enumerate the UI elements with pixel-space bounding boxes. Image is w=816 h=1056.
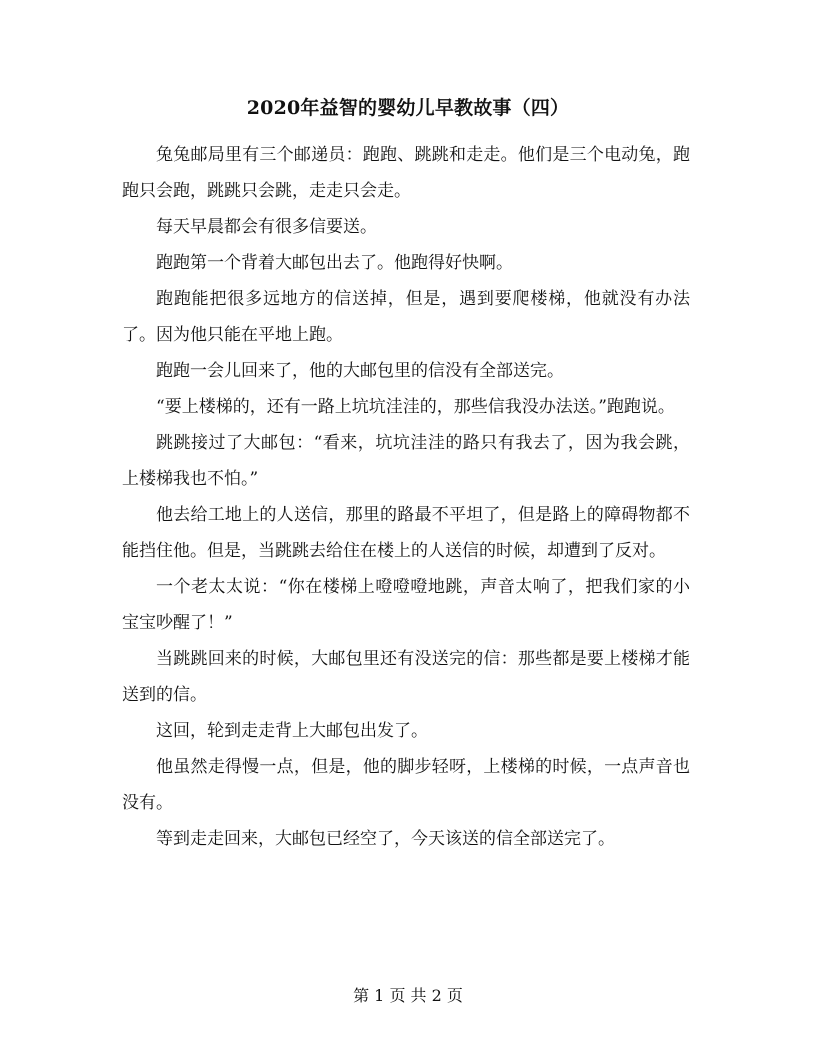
paragraph: 跑跑一会儿回来了，他的大邮包里的信没有全部送完。 bbox=[156, 361, 564, 381]
document-body bbox=[122, 137, 690, 857]
paragraph: 他虽然走得慢一点，但是，他的脚步轻呀，上楼梯的时候，一点声音也没有。 bbox=[122, 757, 690, 813]
paragraph: 这回，轮到走走背上大邮包出发了。 bbox=[156, 721, 428, 741]
page-footer: 第 1 页 共 2 页 bbox=[353, 986, 463, 1005]
paragraph: 一个老太太说：“你在楼梯上噔噔噔地跳，声音太响了，把我们家的小宝宝吵醒了！” bbox=[122, 577, 690, 633]
paragraph: 跳跳接过了大邮包：“看来，坑坑洼洼的路只有我去了，因为我会跳，上楼梯我也不怕。” bbox=[122, 433, 690, 489]
paragraph: 跑跑能把很多远地方的信送掉，但是，遇到要爬楼梯，他就没有办法了。因为他只能在平地上跑。 bbox=[122, 289, 690, 345]
paragraph: 等到走走回来，大邮包已经空了，今天该送的信全部送完了。 bbox=[156, 829, 615, 849]
paragraph: 跑跑第一个背着大邮包出去了。他跑得好快啊。 bbox=[156, 253, 513, 273]
paragraph: 他去给工地上的人送信，那里的路最不平坦了，但是路上的障碍物都不能挡住他。但是，当跳跳去给住在楼上的人送信的时候，却遭到了反对。 bbox=[122, 505, 690, 561]
document-title: 2020年益智的婴幼儿早教故事（四） bbox=[246, 97, 570, 119]
paragraph: 当跳跳回来的时候，大邮包里还有没送完的信：那些都是要上楼梯才能送到的信。 bbox=[122, 649, 690, 705]
paragraph: 每天早晨都会有很多信要送。 bbox=[156, 217, 377, 237]
paragraph: “要上楼梯的，还有一路上坑坑洼洼的，那些信我没办法送。”跑跑说。 bbox=[156, 397, 675, 417]
paragraph: 兔兔邮局里有三个邮递员：跑跑、跳跳和走走。他们是三个电动兔，跑跑只会跑，跳跳只会跳，走走只会走。 bbox=[122, 145, 690, 201]
